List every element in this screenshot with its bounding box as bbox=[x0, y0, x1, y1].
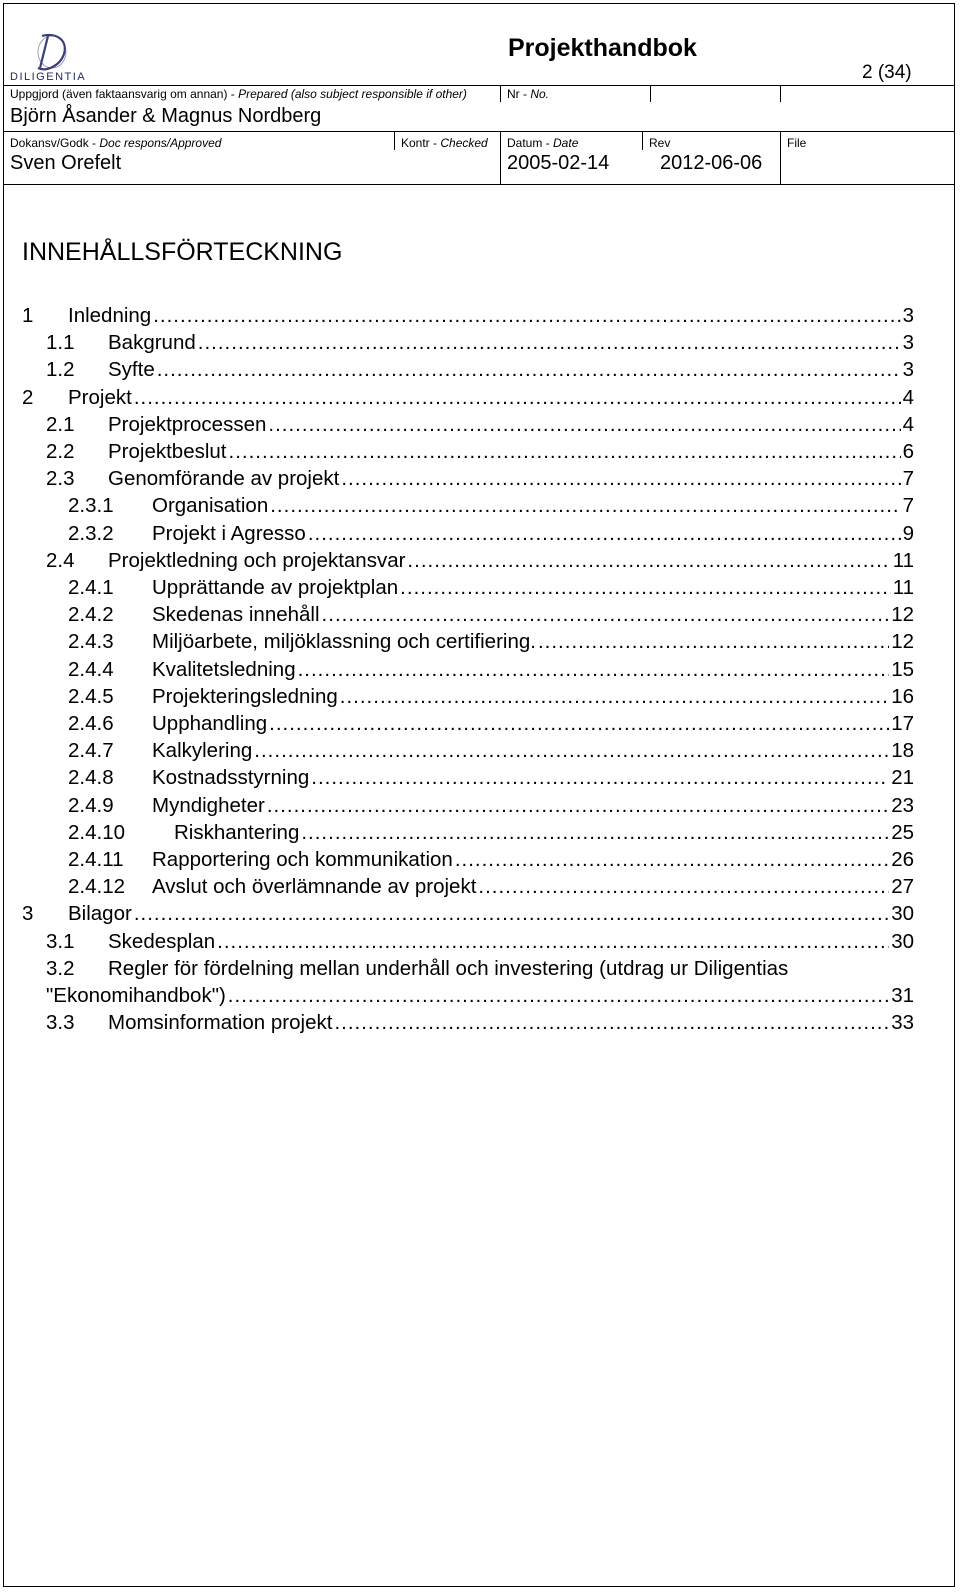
toc-entry-number: 2.4.12 bbox=[68, 875, 125, 899]
toc-entry-page: 26 bbox=[891, 848, 914, 871]
toc-entry-number: 2.1 bbox=[46, 412, 75, 436]
toc-entry[interactable] bbox=[46, 547, 914, 575]
rev-label: Rev bbox=[649, 136, 671, 150]
date-label: Datum - Date bbox=[507, 136, 579, 150]
checked-label: Kontr - Checked bbox=[401, 136, 488, 150]
doc-title: Projekthandbok bbox=[508, 34, 697, 62]
toc-entry-title: Kvalitetsledning bbox=[152, 657, 296, 681]
toc-entry[interactable] bbox=[22, 302, 914, 330]
toc-entry-page: 11 bbox=[892, 548, 914, 572]
toc-entry-page: 18 bbox=[891, 739, 914, 763]
toc-entry[interactable] bbox=[68, 628, 914, 656]
toc-entry-title: Genomförande av projekt bbox=[108, 467, 340, 491]
toc-leader-dots bbox=[298, 656, 890, 684]
toc-leader-dots bbox=[153, 302, 900, 330]
toc-leader-dots bbox=[322, 601, 890, 629]
toc-leader-dots bbox=[301, 819, 889, 847]
toc-entry-title: Projektledning och projektansvar bbox=[108, 548, 406, 572]
toc-entry[interactable] bbox=[68, 520, 914, 548]
toc-leader-dots bbox=[267, 792, 889, 820]
toc-entry-title: Kalkylering bbox=[152, 739, 253, 763]
toc-entry-number: 2.4.4 bbox=[68, 657, 114, 681]
toc-entry-page: 21 bbox=[891, 766, 914, 790]
toc-entry-number: 1.1 bbox=[46, 331, 75, 355]
toc-entry-page: 17 bbox=[891, 712, 914, 735]
toc-leader-dots bbox=[270, 492, 900, 520]
toc-leader-dots bbox=[455, 846, 889, 874]
toc-entry-number: 3.3 bbox=[46, 1011, 75, 1035]
toc-leader-dots bbox=[538, 628, 889, 656]
toc-entry-page: 23 bbox=[891, 793, 914, 817]
toc-entry-number: 2.4.11 bbox=[68, 848, 124, 871]
toc-entry[interactable] bbox=[46, 465, 914, 493]
toc-leader-dots bbox=[198, 329, 901, 357]
prepared-label: Uppgjord (även faktaansvarig om annan) - Prepared (also subject responsible if other) bbox=[10, 87, 467, 101]
toc-entry-title: Rapportering och kommunikation bbox=[152, 848, 453, 871]
toc-entry-page: 30 bbox=[891, 929, 914, 953]
toc-entry-title: Upprättande av projektplan bbox=[152, 576, 399, 599]
toc-entry[interactable] bbox=[22, 900, 914, 928]
toc-entry[interactable] bbox=[68, 764, 914, 792]
toc-leader-dots bbox=[268, 411, 900, 439]
toc-entry-title: Kostnadsstyrning bbox=[152, 766, 310, 790]
toc-leader-dots bbox=[334, 1009, 889, 1037]
toc-entry-title: Projekt bbox=[68, 385, 132, 409]
toc-entry-number: 2 bbox=[22, 385, 34, 409]
toc-entry-number: 2.4.10 bbox=[68, 820, 125, 844]
toc-entry-page: 15 bbox=[891, 657, 914, 681]
toc-entry-title: Organisation bbox=[152, 494, 269, 518]
toc-entry[interactable] bbox=[46, 329, 914, 357]
toc-entry[interactable] bbox=[68, 656, 914, 684]
toc-entry-title: Avslut och överlämnande av projekt bbox=[152, 875, 477, 899]
toc-entry[interactable] bbox=[68, 737, 914, 765]
logo-text: DILIGENTIA bbox=[10, 71, 87, 83]
toc-entry-number: 2.4.9 bbox=[68, 793, 114, 817]
toc-entry-title: Projekt i Agresso bbox=[152, 521, 306, 545]
toc-leader-dots bbox=[340, 683, 889, 711]
toc-leader-dots bbox=[311, 764, 889, 792]
toc-leader-dots bbox=[254, 737, 889, 765]
toc-entry-title: Upphandling bbox=[152, 712, 268, 735]
toc-entry-number: 2.3.1 bbox=[68, 494, 114, 518]
toc-entry-number: 2.4.1 bbox=[68, 576, 114, 599]
toc-leader-dots bbox=[400, 574, 891, 602]
toc-entry[interactable] bbox=[46, 955, 914, 983]
toc-entry-title: Bakgrund bbox=[108, 331, 196, 355]
toc-entry[interactable] bbox=[68, 683, 914, 711]
toc-entry-title: Riskhantering bbox=[174, 820, 300, 844]
toc-entry-title: Syfte bbox=[108, 358, 155, 382]
toc-entry-number: 3.2 bbox=[46, 956, 75, 980]
toc-entry-title: Momsinformation projekt bbox=[108, 1011, 333, 1035]
prepared-value: Björn Åsander & Magnus Nordberg bbox=[10, 105, 322, 127]
toc-entry[interactable] bbox=[68, 574, 914, 602]
nr-label: Nr - No. bbox=[507, 87, 550, 101]
toc-entry-page: 4 bbox=[902, 412, 914, 436]
toc-entry-number: 2.3.2 bbox=[68, 521, 114, 545]
toc-entry-number: 2.4.8 bbox=[68, 766, 114, 790]
toc-entry-number: 2.4.5 bbox=[68, 684, 114, 708]
toc-entry[interactable] bbox=[68, 792, 914, 820]
toc-entry-page: 27 bbox=[891, 875, 914, 899]
toc-entry-title: Myndigheter bbox=[152, 793, 265, 817]
toc-entry-title: Inledning bbox=[68, 304, 152, 327]
toc-entry[interactable] bbox=[46, 928, 914, 956]
toc-entry-title: Bilagor bbox=[68, 902, 132, 926]
toc-entry[interactable] bbox=[46, 356, 914, 384]
toc-heading: INNEHÅLLSFÖRTECKNING bbox=[22, 238, 343, 266]
toc-leader-dots bbox=[157, 356, 901, 384]
toc-entry-number: 2.2 bbox=[46, 440, 75, 463]
toc-entry[interactable] bbox=[68, 846, 914, 874]
toc-entry-page: 25 bbox=[891, 820, 914, 844]
toc-entry-page: 30 bbox=[891, 902, 914, 926]
toc-entry[interactable] bbox=[68, 819, 914, 847]
toc-entry[interactable] bbox=[68, 873, 914, 901]
toc-entry[interactable] bbox=[22, 384, 914, 412]
toc-entry-title: Regler för fördelning mellan underhåll och investering (utdrag ur Diligentias bbox=[108, 956, 789, 980]
toc-leader-dots bbox=[229, 438, 901, 466]
toc-entry-page: 9 bbox=[902, 521, 914, 545]
toc-entry[interactable] bbox=[68, 710, 914, 738]
toc-entry-page: 7 bbox=[902, 494, 914, 518]
toc-leader-dots bbox=[134, 900, 889, 928]
toc-entry-title: Skedenas innehåll bbox=[152, 603, 320, 627]
toc-entry[interactable] bbox=[46, 438, 914, 466]
toc-entry-page: 7 bbox=[902, 467, 914, 491]
toc-entry-page: 6 bbox=[902, 440, 914, 463]
toc-entry-title: Projekteringsledning bbox=[152, 684, 338, 708]
toc-entry-page: 3 bbox=[902, 304, 914, 327]
toc-leader-dots bbox=[407, 547, 890, 575]
toc-entry-page: 16 bbox=[891, 684, 914, 708]
date-value: 2005-02-14 bbox=[507, 152, 610, 174]
toc-entry-page: 12 bbox=[891, 603, 914, 627]
toc-entry-number: 2.4.7 bbox=[68, 739, 114, 763]
toc-entry-number: 2.3 bbox=[46, 467, 75, 491]
toc-entry-title: Projektbeslut bbox=[108, 440, 227, 463]
toc-leader-dots bbox=[134, 384, 901, 412]
toc-entry[interactable] bbox=[68, 601, 914, 629]
rev-value: 2012-06-06 bbox=[660, 152, 763, 174]
toc-entry-page: 4 bbox=[902, 385, 914, 409]
toc-entry[interactable] bbox=[46, 411, 914, 439]
toc-entry[interactable] bbox=[46, 982, 914, 1010]
toc-entry-page: 11 bbox=[892, 576, 914, 599]
toc-entry-number: 2.4.6 bbox=[68, 712, 114, 735]
toc-entry[interactable] bbox=[68, 492, 914, 520]
toc-entry-number: 3.1 bbox=[46, 929, 75, 953]
toc-entry-number: 1.2 bbox=[46, 358, 75, 382]
toc-entry-title: Miljöarbete, miljöklassning och certifiering. bbox=[152, 630, 536, 654]
toc-leader-dots bbox=[308, 520, 901, 548]
toc-entry-number: 2.4.2 bbox=[68, 603, 114, 627]
page-number: 2 (34) bbox=[862, 62, 912, 83]
approved-value: Sven Orefelt bbox=[10, 152, 122, 174]
file-label: File bbox=[787, 136, 807, 150]
toc-entry-number: 2.4.3 bbox=[68, 630, 114, 654]
toc-entry-number: 1 bbox=[22, 304, 34, 327]
approved-label: Dokansv/Godk - Doc respons/Approved bbox=[10, 136, 222, 150]
toc-leader-dots bbox=[341, 465, 900, 493]
toc-entry-page: 3 bbox=[902, 331, 914, 355]
toc-leader-dots bbox=[228, 982, 889, 1010]
toc-entry-page: 31 bbox=[891, 984, 914, 1007]
toc-entry-title: Projektprocessen bbox=[108, 412, 267, 436]
toc-entry-title: "Ekonomihandbok") bbox=[46, 984, 226, 1007]
toc-entry[interactable] bbox=[46, 1009, 914, 1037]
toc-entry-page: 12 bbox=[891, 630, 914, 654]
toc-entry-number: 3 bbox=[22, 902, 34, 926]
toc-leader-dots bbox=[478, 873, 889, 901]
toc-leader-dots bbox=[269, 710, 889, 738]
toc-entry-title: Skedesplan bbox=[108, 929, 216, 953]
toc-entry-page: 33 bbox=[891, 1011, 914, 1035]
toc-leader-dots bbox=[217, 928, 889, 956]
toc-entry-number: 2.4 bbox=[46, 548, 75, 572]
toc-entry-page: 3 bbox=[902, 358, 914, 382]
